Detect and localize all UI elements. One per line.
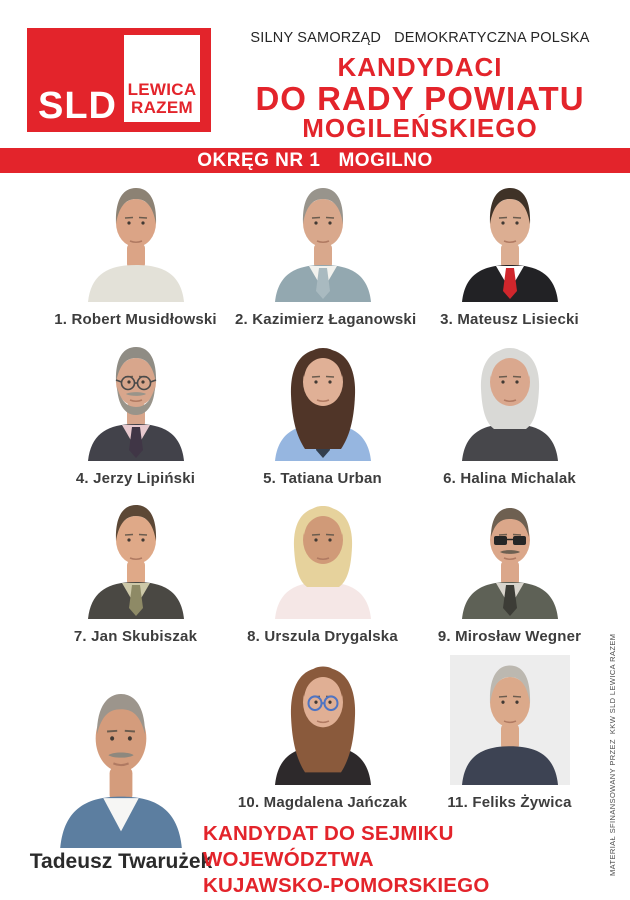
title-line-3: MOGILEŃSKIEGO bbox=[302, 113, 538, 143]
candidate-card bbox=[235, 495, 410, 645]
candidate-name: 7. Jan Skubiszak bbox=[73, 628, 198, 645]
sld-logo-text: SLD bbox=[38, 85, 117, 127]
sld-logo-razem: RAZEM bbox=[131, 98, 193, 117]
candidate-photo bbox=[76, 178, 196, 302]
candidate-card bbox=[422, 655, 597, 811]
candidate-photo bbox=[450, 655, 570, 785]
featured-candidate-photo bbox=[45, 676, 197, 848]
candidate-name: 4. Jerzy Lipiński bbox=[75, 470, 196, 487]
candidate-photo bbox=[263, 495, 383, 619]
featured-candidate-card bbox=[25, 676, 217, 874]
sejmik-role-line-1: KANDYDAT DO SEJMIKU WOJEWÓDZTWA bbox=[203, 822, 454, 871]
sejmik-role-line-2: KUJAWSKO-POMORSKIEGO bbox=[203, 874, 490, 897]
candidate-photo bbox=[263, 655, 383, 785]
title-line-2: DO RADY POWIATU bbox=[255, 80, 585, 117]
district-banner-town: MOGILNO bbox=[338, 149, 433, 171]
candidate-name: 11. Feliks Żywica bbox=[447, 794, 572, 811]
candidate-photo bbox=[450, 337, 570, 461]
candidate-card bbox=[422, 495, 597, 645]
candidate-name: 9. Mirosław Wegner bbox=[437, 628, 582, 645]
candidate-name: 1. Robert Musidłowski bbox=[54, 311, 217, 328]
sejmik-candidate-role bbox=[203, 821, 630, 899]
candidate-card bbox=[235, 655, 410, 811]
candidate-name: 2. Kazimierz Łaganowski bbox=[235, 311, 417, 328]
candidate-card bbox=[235, 337, 410, 487]
sld-logo-lewica: LEWICA bbox=[127, 80, 197, 99]
candidate-name: 3. Mateusz Lisiecki bbox=[440, 311, 579, 328]
candidate-photo bbox=[76, 337, 196, 461]
district-banner-district: OKRĘG NR 1 bbox=[197, 149, 321, 171]
candidate-photo bbox=[450, 178, 570, 302]
candidate-name: 8. Urszula Drygalska bbox=[247, 628, 398, 645]
candidate-name: 5. Tatiana Urban bbox=[263, 470, 382, 487]
candidate-name: 10. Magdalena Jańczak bbox=[237, 794, 408, 811]
candidate-card bbox=[48, 337, 223, 487]
candidate-card bbox=[422, 178, 597, 328]
candidate-photo bbox=[450, 495, 570, 619]
tagline-right: DEMOKRATYCZNA POLSKA bbox=[394, 30, 590, 46]
candidate-card bbox=[422, 337, 597, 487]
candidate-name: 6. Halina Michalak bbox=[443, 470, 576, 487]
title-line-1: KANDYDACI bbox=[337, 52, 503, 82]
candidate-card bbox=[48, 178, 223, 328]
candidate-photo bbox=[76, 495, 196, 619]
candidate-card bbox=[48, 495, 223, 645]
funding-disclaimer: MATERIAŁ SFINANSOWANY PRZEZ KKW SLD LEWICA RAZEM bbox=[608, 633, 617, 876]
candidate-card bbox=[235, 178, 417, 328]
tagline-left: SILNY SAMORZĄD bbox=[250, 30, 382, 46]
candidate-photo bbox=[263, 337, 383, 461]
featured-candidate-name: Tadeusz Twarużek bbox=[29, 850, 213, 873]
candidate-photo bbox=[263, 178, 383, 302]
